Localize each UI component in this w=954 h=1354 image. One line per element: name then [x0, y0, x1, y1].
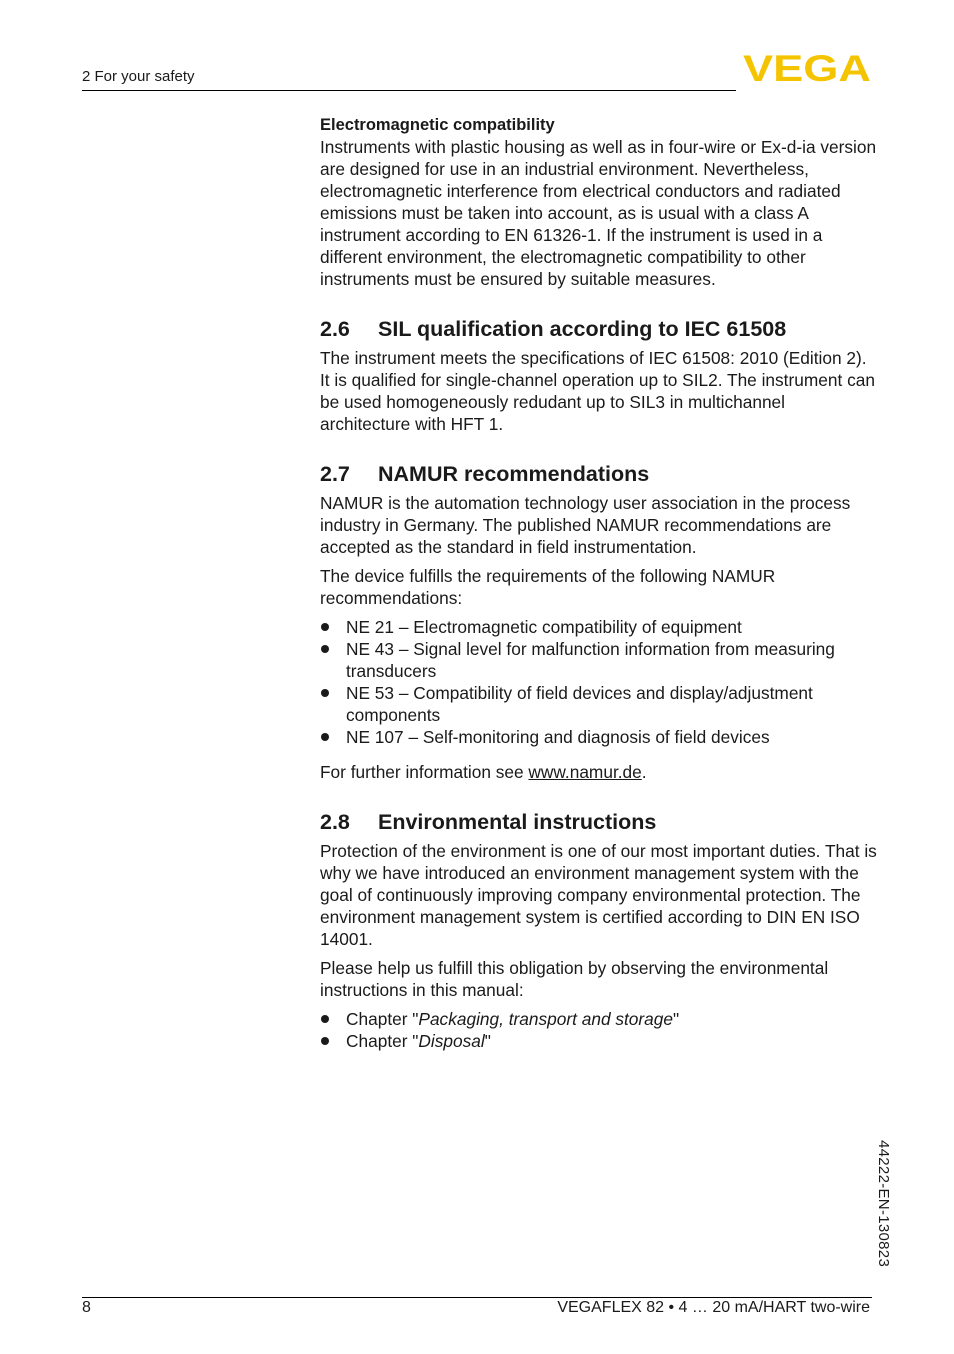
list-item: NE 107 – Self-monitoring and diagnosis of field devices [320, 726, 880, 748]
sil-number: 2.6 [320, 317, 350, 341]
chapter-suffix: " [673, 1009, 680, 1029]
environment-list [320, 1008, 880, 1052]
chapter-prefix: Chapter " [346, 1031, 419, 1051]
namur-body-2: The device fulfills the requirements of the following NAMUR recommendations: [320, 566, 776, 608]
sil-heading [320, 316, 880, 342]
emc-body: Instruments with plastic housing as well as in four-wire or Ex-d-ia version are designed for use in an industrial environment. Nevertheless, electromagnetic interference from electrical conductors and radiated emissions must be taken into account, as is usual with a class A instrument according to EN 61326-1. If the instrument is used in a different environment, the electromagnetic compatibility to other instruments must be ensured by suitable measures. [320, 137, 877, 289]
namur-number: 2.7 [320, 462, 350, 486]
sil-body: The instrument meets the specifications of IEC 61508: 2010 (Edition 2). It is qualified for single-channel operation up to SIL2. The instrument can be used homogeneously redudant up to SIL3 in multichannel architecture with HFT 1. [320, 348, 875, 434]
namur-list [320, 616, 880, 748]
chapter-prefix: Chapter " [346, 1009, 419, 1029]
environment-title: Environmental instructions [378, 810, 657, 834]
footer-rule [82, 1297, 872, 1298]
list-item: NE 53 – Compatibility of field devices and display/adjustment components [320, 682, 880, 726]
logo-text: VEGA [743, 52, 871, 82]
namur-section [320, 461, 880, 783]
further-info-suffix: . [641, 762, 647, 782]
list-item [320, 1008, 880, 1030]
chapter-title: Disposal [418, 1031, 485, 1051]
running-header: 2 For your safety [82, 68, 195, 85]
environment-section [320, 809, 880, 1052]
footer-title: VEGAFLEX 82 • 4 … 20 mA/HART two-wire [557, 1299, 870, 1316]
emc-section [320, 114, 880, 290]
chapter-suffix: " [484, 1031, 491, 1051]
chapter-title: Packaging, transport and storage [418, 1009, 673, 1029]
namur-body-1: NAMUR is the automation technology user association in the process industry in Germany. The published NAMUR recommendations are accepted as the standard in field instrumentation. [320, 493, 851, 557]
list-item: NE 21 – Electromagnetic compatibility of equipment [320, 616, 880, 638]
namur-heading [320, 461, 880, 487]
further-info-prefix: For further information see [320, 762, 529, 782]
emc-title: Electromagnetic compatibility [320, 116, 555, 134]
main-content [320, 114, 880, 1052]
vega-logo [742, 52, 872, 82]
sil-section [320, 316, 880, 435]
namur-title: NAMUR recommendations [378, 462, 650, 486]
document-code: 44222-EN-130823 [875, 1140, 892, 1268]
page-number: 8 [82, 1299, 91, 1316]
environment-body-2: Please help us fulfill this obligation by observing the environmental instructions in this manual: [320, 958, 829, 1000]
environment-number: 2.8 [320, 810, 350, 834]
list-item [320, 1030, 880, 1052]
namur-link[interactable]: www.namur.de [528, 762, 642, 782]
namur-further-info [320, 761, 880, 783]
sil-title: SIL qualification according to IEC 61508 [378, 317, 787, 341]
environment-heading [320, 809, 880, 835]
header-rule [82, 90, 736, 91]
environment-body-1: Protection of the environment is one of our most important duties. That is why we have introduced an environment management system with the goal of continuously improving company environmental protection. The environment management system is certified according to DIN EN ISO 14001. [320, 841, 877, 949]
list-item: NE 43 – Signal level for malfunction information from measuring transducers [320, 638, 880, 682]
